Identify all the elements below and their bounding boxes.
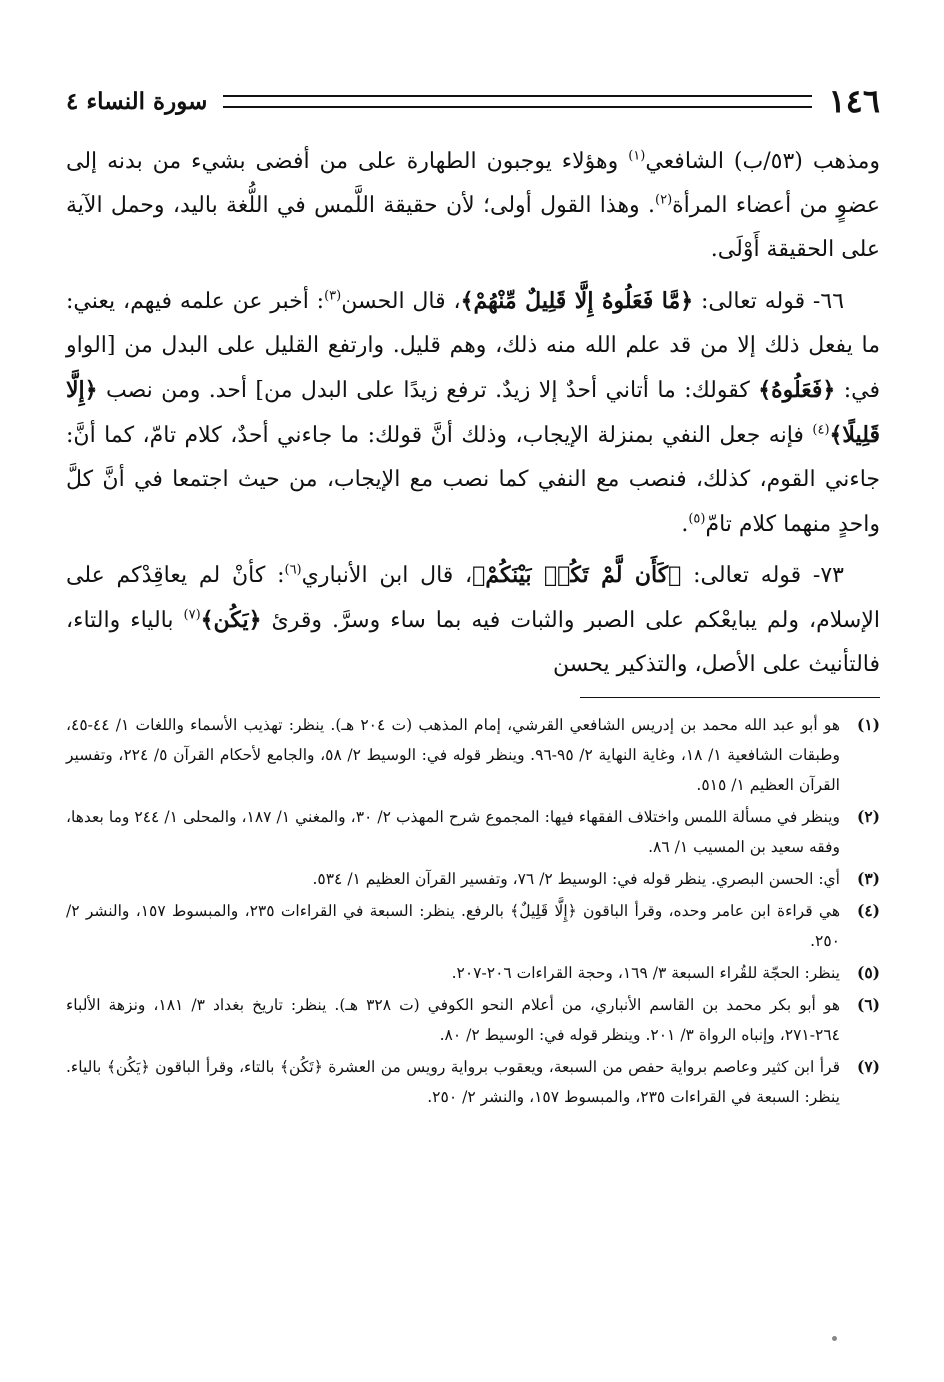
footnotes [66, 710, 880, 1112]
scan-speck [832, 1336, 837, 1341]
footnote-ref-4: (٤) [812, 422, 830, 438]
footnote-item: (٣) أي: الحسن البصري. ينظر قوله في: الوسيط ٢/ ٧٦، وتفسير القرآن العظيم ١/ ٥٣٤. [312, 869, 880, 889]
footnote-ref-1: (١) [628, 148, 646, 164]
footnote-item: (٢) وينظر في مسألة اللمس واختلاف الفقهاء فيها: المجموع شرح المهذب ٢/ ٣٠، والمغني ١/ ١٨٧، والمحلى ١/ ٢٤٤ وما بعدها، وفقه سعيد بن المسيب ١/ ٨٦. [66, 807, 880, 857]
paragraph-1: ومذهب (٥٣/ب) الشافعي$^{(١)}$ وهؤلاء يوجبون الطهارة على من أفضى بشيء من بدنه إلى عضوٍ من أعضاء المرأة$^{(٢)}$. وهذا القول أولى؛ لأن حقيقة اللَّمس في اللُّغة باليد، وحمل الآية على الحقيقة أَوْلَى. [66, 148, 880, 263]
footnote-item: (١) هو أبو عبد الله محمد بن إدريس الشافعي القرشي، إمام المذهب (ت ٢٠٤ هـ). ينظر: تهذيب الأسماء واللغات ١/ ٤٤-٤٥، وطبقات الشافعية ١/ ١٨، وغاية النهاية ٢/ ٩٥-٩٦. وينظر قوله في: الوسيط ٢/ ٥٨، والجامع لأحكام القرآن ٥/ ٢٢٤، وتفسير القرآن العظيم ١/ ٥١٥. [66, 715, 880, 795]
quran-verse: ﴿إِلَّا قَلِيلًا﴾ [66, 377, 880, 449]
footnote-item: (٧) قرأ ابن كثير وعاصم برواية حفص من السبعة، ويعقوب برواية رويس من العشرة ﴿تَكُن﴾ بالتاء، وقرأ الباقون ﴿يَكُن﴾ بالياء. ينظر: السبعة في القراءات ٢٣٥، والمبسوط ١٥٧، والنشر ٢/ ٢٥٠. [66, 1057, 880, 1107]
paragraph-66: ٦٦- قوله تعالى: ﴿مَّا فَعَلُوهُ إِلَّا قَلِيلٌ مِّنْهُمْ﴾، قال الحسن$^{(٣)}$: أخبر عن علمه فيهم، يعني: ما يفعل ذلك إلا من قد علم الله منه ذلك، وهم قليل. وارتفع القليل على البدل من [الواو في: ﴿فَعَلُوهُ﴾ كقولك: ما أتاني أحدٌ إلا زيدٌ. ترفع زيدًا على البدل من] أحد. ومن نصب ﴿إِلَّا قَلِيلًا﴾$^{(٤)}$ فإنه جعل النفي بمنزلة الإيجاب، وذلك أنَّ قولك: ما جاءني أحدٌ، كلام تامّ، كما أنَّ: جاءني القوم، كذلك، فنصب مع النفي كما نصب مع الإيجاب، من حيث اجتمعا في أنَّ كلَّ واحدٍ منهما كلام تامّ$^{(٥)}$. [66, 287, 880, 537]
header-rule [223, 95, 812, 108]
footnote-ref-6: (٦) [284, 562, 302, 578]
surah-title: سورة النساء ٤ [66, 87, 208, 115]
quran-verse: ﴿يَكُن﴾ [200, 607, 262, 634]
footnote-separator [580, 697, 880, 698]
footnote-ref-7: (٧) [183, 607, 201, 623]
footnote-item: (٥) ينظر: الحجّة للقُراء السبعة ٣/ ١٦٩، وحجة القراءات ٢٠٦-٢٠٧. [451, 963, 880, 983]
footnote-ref-5: (٥) [688, 511, 706, 527]
footnote-ref-3: (٣) [324, 288, 342, 304]
page-number: ١٤٦ [828, 82, 880, 120]
main-text [66, 140, 880, 687]
footnote-item: (٦) هو أبو بكر محمد بن القاسم الأنباري، من أعلام النحو الكوفي (ت ٣٢٨ هـ). ينظر: تاريخ بغداد ٣/ ١٨١، ونزهة الألباء ٢٦٤-٢٧١، وإنباه الرواة ٣/ ٢٠١. وينظر قوله في: الوسيط ٢/ ٨٠. [66, 995, 880, 1045]
footnote-ref-2: (٢) [655, 192, 673, 208]
paragraph-73: ٧٣- قوله تعالى: ﴿كَأَن لَّمْ تَكُنۢ بَيْنَكُمْ﴾، قال ابن الأنباري$^{(٦)}$: كأنْ لم يعاقِدْكم على الإسلام، ولم يبايعْكم على الصبر والثبات فيه بما ساء وسرَّ. وقرئ ﴿يَكُن﴾$^{(٧)}$ بالياء والتاء، فالتأنيث على الأصل، والتذكير يحسن [66, 561, 880, 678]
quran-verse: ﴿مَّا فَعَلُوهُ إِلَّا قَلِيلٌ مِّنْهُمْ﴾ [460, 287, 694, 314]
footnote-item: (٤) هي قراءة ابن عامر وحده، وقرأ الباقون ﴿إِلَّا قَلِيلٌ﴾ بالرفع. ينظر: السبعة في القراءات ٢٣٥، والمبسوط ١٥٧، والنشر ٢/ ٢٥٠. [66, 901, 880, 951]
quran-verse: ﴿فَعَلُوهُ﴾ [758, 377, 836, 404]
running-header [66, 84, 880, 118]
page [66, 84, 880, 1114]
quran-verse: ﴿كَأَن لَّمْ تَكُنۢ بَيْنَكُمْ﴾ [472, 561, 682, 588]
